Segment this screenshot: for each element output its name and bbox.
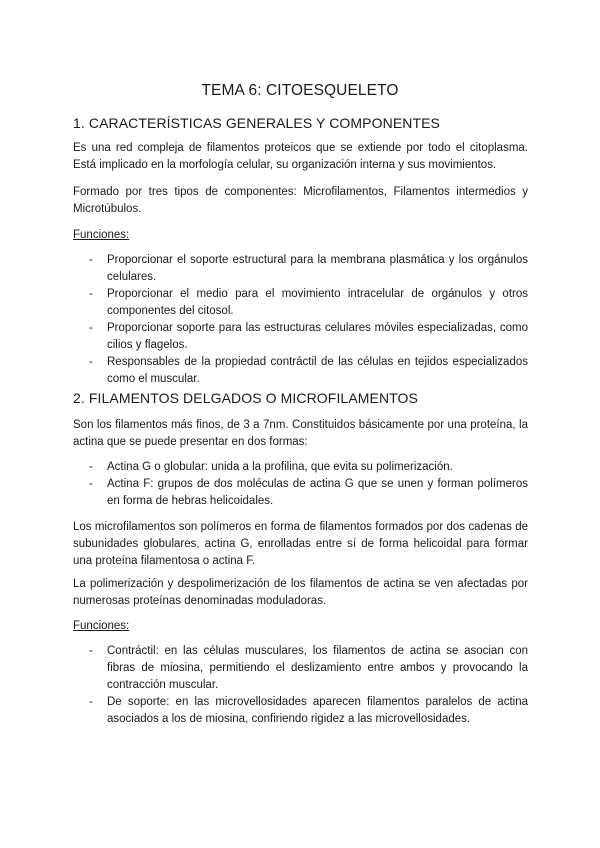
- document-title: TEMA 6: CITOESQUELETO: [201, 82, 399, 99]
- list-item: - Proporcionar el soporte estructural para la membrana plasmática y los orgánulos celulares.: [89, 254, 528, 283]
- bullet-dash: -: [89, 356, 93, 368]
- bullet-dash: -: [89, 645, 93, 657]
- list-item: - Actina F: grupos de dos moléculas de actina G que se unen y forman polímeros en forma de hebras helicoidales.: [89, 478, 528, 507]
- bullet-dash: -: [89, 288, 93, 300]
- section2-heading: 2. FILAMENTOS DELGADOS O MICROFILAMENTOS: [73, 390, 418, 406]
- list-item: - De soporte: en las microvellosidades aparecen filamentos paralelos de actina asociados a los de miosina, confiriendo rigidez a las microvellosidades.: [89, 696, 528, 725]
- list-item: - Responsables de la propiedad contráctil de las células en tejidos especializados como el muscular.: [89, 356, 528, 385]
- section1-functions-label: Funciones:: [73, 229, 130, 241]
- bullet-dash: -: [89, 461, 93, 473]
- section1-functions-list: [73, 252, 528, 388]
- list-item: - Actina G o globular: unida a la profilina, que evita su polimerización.: [73, 459, 528, 476]
- section2-paragraph-2: Los microfilamentos son polímeros en forma de filamentos formados por dos cadenas de subunidades globulares, actina G, enrolladas entre sí de forma helicoidal para formar una proteína filamentosa o actina F.: [73, 521, 528, 567]
- section2-functions-label: Funciones:: [73, 620, 130, 632]
- bullet-dash: -: [89, 254, 93, 266]
- list-item: - Contráctil: en las células musculares, los filamentos de actina se asocian con fibras de miosina, permitiendo el deslizamiento entre ambos y provocando la contracción muscular.: [89, 645, 528, 691]
- section2-forms-list: [73, 459, 528, 510]
- section1-heading: 1. CARACTERÍSTICAS GENERALES Y COMPONENTES: [73, 115, 440, 131]
- section1-paragraph-1: Es una red compleja de filamentos proteicos que se extiende por todo el citoplasma. Está implicado en la morfología celular, su organización interna y sus movimientos.: [73, 142, 528, 171]
- section2-functions-list: [73, 643, 528, 728]
- section2-paragraph-3: La polimerización y despolimerización de los filamentos de actina se ven afectadas por numerosas proteínas denominadas moduladoras.: [73, 578, 528, 607]
- section2-paragraph-1: Son los filamentos más finos, de 3 a 7nm. Constituidos básicamente por una proteína, la actina que se puede presentar en dos formas:: [73, 419, 528, 448]
- list-item: - Proporcionar soporte para las estructuras celulares móviles especializadas, como cilios y flagelos.: [89, 322, 528, 351]
- list-item: - Proporcionar el medio para el movimiento intracelular de orgánulos y otros componentes del citosol.: [89, 288, 528, 317]
- bullet-dash: -: [89, 478, 93, 490]
- bullet-dash: -: [89, 322, 93, 334]
- bullet-dash: -: [89, 696, 93, 708]
- section1-paragraph-2: Formado por tres tipos de componentes: Microfilamentos, Filamentos intermedios y Microtúbulos.: [73, 186, 528, 215]
